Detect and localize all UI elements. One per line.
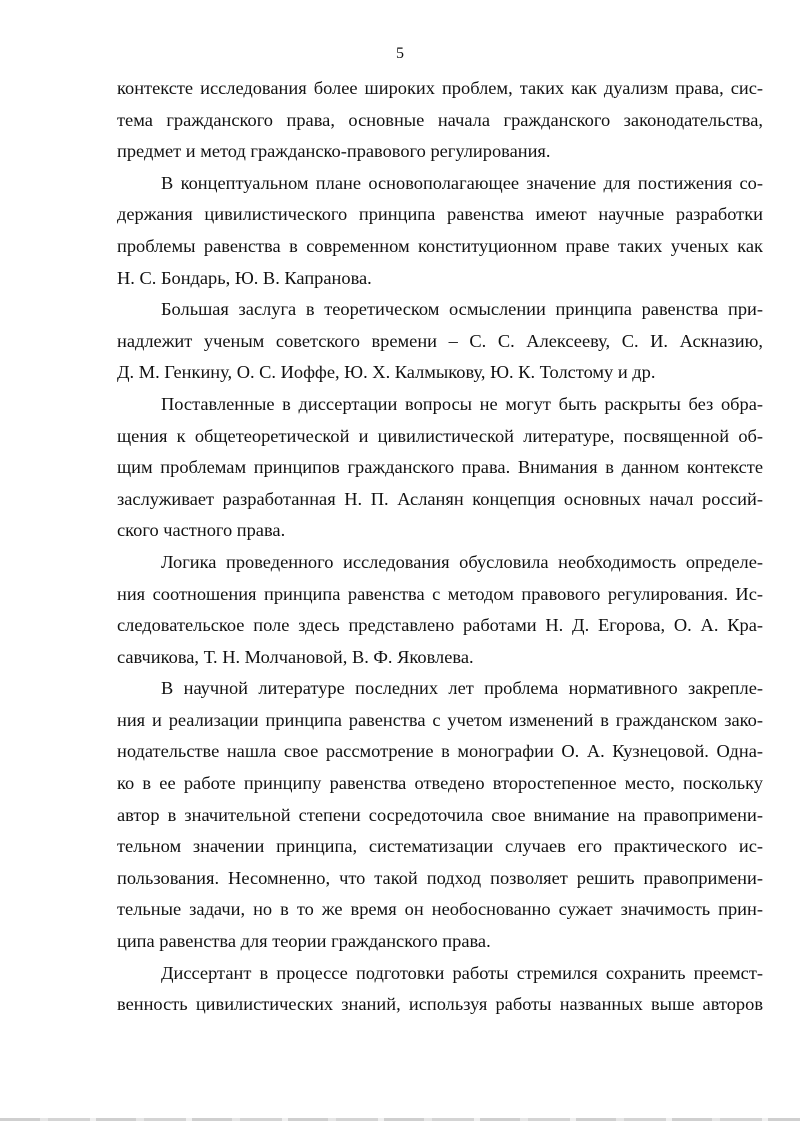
text-line: заслуживает разработанная Н. П. Асланян концепция основных начал россий-: [117, 488, 763, 509]
text-line: В научной литературе последних лет проблема нормативного закрепле-: [161, 678, 763, 699]
text-line: савчикова, Т. Н. Молчановой, В. Ф. Яковлева.: [117, 646, 474, 667]
text-line: держания цивилистического принципа равенства имеют научные разработки: [117, 204, 763, 225]
text-line: ния соотношения принципа равенства с методом правового регулирования. Ис-: [117, 583, 763, 604]
text-line: Большая заслуга в теоретическом осмыслении принципа равенства при-: [161, 299, 763, 320]
body-text: [117, 73, 763, 1021]
paragraph: [117, 73, 763, 168]
text-line: Д. М. Генкину, О. С. Иоффе, Ю. Х. Калмыкову, Ю. К. Толстому и др.: [117, 362, 656, 383]
text-line: надлежит ученым советского времени – С. С. Алексееву, С. И. Аскназию,: [117, 330, 763, 351]
text-line: проблемы равенства в современном конституционном праве таких ученых как: [117, 235, 763, 256]
text-line: следовательское поле здесь представлено работами Н. Д. Егорова, О. А. Кра-: [117, 615, 763, 636]
text-line: Логика проведенного исследования обусловила необходимость определе-: [161, 551, 763, 572]
text-line: автор в значительной степени сосредоточила свое внимание на правопримени-: [117, 804, 763, 825]
text-line: тема гражданского права, основные начала гражданского законодательства,: [117, 109, 763, 130]
text-line: В концептуальном плане основополагающее значение для постижения со-: [161, 172, 763, 193]
paragraph: [117, 389, 763, 547]
text-line: ния и реализации принципа равенства с учетом изменений в гражданском зако-: [117, 709, 763, 730]
text-line: ко в ее работе принципу равенства отведено второстепенное место, поскольку: [117, 773, 763, 794]
text-line: нодательстве нашла свое рассмотрение в монографии О. А. Кузнецовой. Одна-: [117, 741, 763, 762]
text-line: тельном значении принципа, систематизации случаев его практического ис-: [117, 836, 763, 857]
text-line: пользования. Несомненно, что такой подход позволяет решить правопримени-: [117, 867, 763, 888]
text-line: Н. С. Бондарь, Ю. В. Капранова.: [117, 267, 372, 288]
paragraph: [117, 547, 763, 673]
text-line: тельные задачи, но в то же время он необоснованно сужает значимость прин-: [117, 899, 763, 920]
text-line: ского частного права.: [117, 520, 286, 541]
text-line: контексте исследования более широких проблем, таких как дуализм права, сис-: [117, 78, 763, 98]
paragraph: [117, 958, 763, 1021]
paragraph: [117, 294, 763, 389]
text-line: щим проблемам принципов гражданского права. Внимания в данном контексте: [117, 457, 763, 478]
text-line: ципа равенства для теории гражданского права.: [117, 931, 491, 952]
paragraph: [117, 168, 763, 294]
text-line: венность цивилистических знаний, используя работы названных выше авторов: [117, 994, 763, 1015]
scan-bottom-edge: [0, 1118, 800, 1121]
paragraph: [117, 673, 763, 957]
page-number: 5: [396, 45, 404, 62]
text-line: щения к общетеоретической и цивилистической литературе, посвященной об-: [117, 425, 763, 446]
text-line: предмет и метод гражданско-правового регулирования.: [117, 141, 551, 162]
text-line: Диссертант в процессе подготовки работы стремился сохранить преемст-: [161, 962, 763, 983]
text-line: Поставленные в диссертации вопросы не могут быть раскрыты без обра-: [161, 393, 763, 414]
